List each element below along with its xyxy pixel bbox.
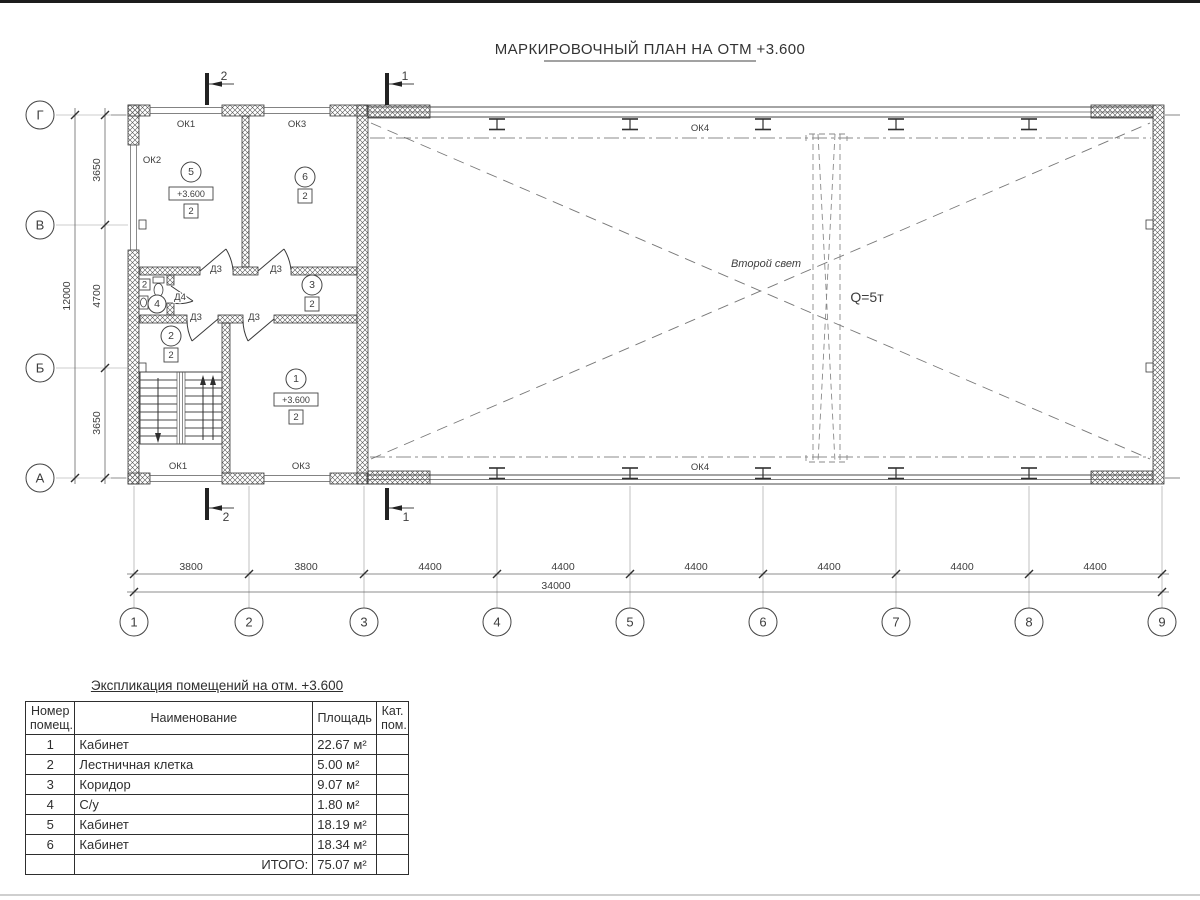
room-category-cell bbox=[377, 775, 409, 795]
room-number: 2 bbox=[168, 330, 174, 342]
axis-bubbles-left bbox=[26, 101, 54, 492]
room-number-cell: 5 bbox=[26, 815, 75, 835]
axis-bubble bbox=[350, 608, 378, 636]
crane-beam-icon bbox=[806, 134, 847, 462]
sink-icon bbox=[141, 298, 147, 307]
dim-value: 4400 bbox=[418, 561, 442, 573]
axis-bubble bbox=[882, 608, 910, 636]
i-beam-icon bbox=[888, 119, 904, 130]
table-row bbox=[26, 795, 409, 815]
room-category-cell bbox=[377, 755, 409, 775]
room-2-tag bbox=[161, 326, 181, 362]
dim-value: 3650 bbox=[91, 158, 103, 182]
pilaster bbox=[1146, 363, 1153, 372]
axis-label: 8 bbox=[1025, 614, 1033, 630]
axis-bubble bbox=[749, 608, 777, 636]
second-light-label: Второй свет bbox=[730, 258, 802, 270]
left-dimensions bbox=[26, 101, 128, 492]
section-mark-2-bottom bbox=[205, 488, 234, 524]
dim-value: 4400 bbox=[684, 561, 708, 573]
schedule-table bbox=[25, 701, 409, 875]
i-beam-icon bbox=[755, 119, 771, 130]
room-area-cell: 9.07 м² bbox=[313, 775, 377, 795]
room-area-cell: 5.00 м² bbox=[313, 755, 377, 775]
plan-title-text: МАРКИРОВОЧНЫЙ ПЛАН НА ОТМ +3.600 bbox=[494, 41, 806, 58]
dim-value: 4400 bbox=[817, 561, 841, 573]
dim-total-value: 12000 bbox=[61, 281, 73, 311]
axis-label: 9 bbox=[1158, 614, 1166, 630]
pilaster bbox=[139, 220, 146, 229]
room-area-cell: 1.80 м² bbox=[313, 795, 377, 815]
axis-label: 5 bbox=[626, 614, 634, 630]
crane-capacity-label: Q=5т bbox=[850, 289, 884, 305]
schedule-title: Экспликация помещений на отм. +3.600 bbox=[90, 678, 344, 693]
table-total-row bbox=[26, 855, 409, 875]
door-label: Д4 bbox=[174, 292, 186, 303]
bottom-dimensions bbox=[120, 486, 1176, 636]
room-6-tag bbox=[295, 167, 315, 203]
section-mark-1-bottom bbox=[385, 488, 414, 524]
room-name-cell: Лестничная клетка bbox=[75, 755, 313, 775]
toilet-icon bbox=[154, 284, 163, 297]
i-beam-icon bbox=[755, 468, 771, 479]
window-label: ОК3 bbox=[291, 461, 311, 472]
room-number: 5 bbox=[188, 166, 194, 178]
room-category-cell bbox=[377, 795, 409, 815]
stairs bbox=[140, 372, 222, 444]
i-beam-icon bbox=[1021, 468, 1037, 479]
category-mark: 2 bbox=[188, 206, 194, 217]
room-name-cell: Кабинет bbox=[75, 815, 313, 835]
dim-value: 4400 bbox=[1083, 561, 1107, 573]
total-label-cell: ИТОГО: bbox=[75, 855, 313, 875]
axis-label: 3 bbox=[360, 614, 368, 630]
axis-bubble bbox=[483, 608, 511, 636]
room-number: 4 bbox=[154, 298, 160, 310]
category-mark: 2 bbox=[293, 412, 299, 423]
axis-label: 6 bbox=[759, 614, 767, 630]
axis-bubble bbox=[26, 211, 54, 239]
dim-value: 4400 bbox=[551, 561, 575, 573]
section-mark-1-top bbox=[385, 69, 414, 105]
room-number: 3 bbox=[309, 279, 315, 291]
i-beam-icon bbox=[622, 119, 638, 130]
col-header-number: Номер помещ. bbox=[26, 702, 75, 735]
extension-lines bbox=[134, 486, 1162, 608]
room-area-cell: 18.19 м² bbox=[313, 815, 377, 835]
table-row bbox=[26, 835, 409, 855]
window-label: ОК2 bbox=[142, 155, 162, 166]
doors bbox=[171, 249, 291, 341]
window-label: ОК1 bbox=[176, 119, 196, 130]
axis-label: 2 bbox=[245, 614, 253, 630]
axis-label: Б bbox=[35, 360, 45, 376]
room-category-cell bbox=[377, 815, 409, 835]
window-label: ОК3 bbox=[287, 119, 307, 130]
hall-void bbox=[370, 123, 1151, 462]
col-header-name: Наименование bbox=[75, 702, 313, 735]
axis-bubble bbox=[616, 608, 644, 636]
door-label: Д3 bbox=[210, 264, 222, 275]
dim-value: 3800 bbox=[294, 561, 318, 573]
room-1-tag bbox=[274, 369, 318, 424]
plan-title bbox=[495, 40, 806, 61]
empty-cell bbox=[26, 855, 75, 875]
steel-columns bbox=[489, 119, 1037, 479]
window-label: ОК1 bbox=[168, 461, 188, 472]
room-name-cell: Кабинет bbox=[75, 735, 313, 755]
axis-label: В bbox=[35, 217, 45, 233]
section-mark-2-top bbox=[205, 69, 234, 105]
axis-bubble bbox=[1015, 608, 1043, 636]
pilaster bbox=[1146, 220, 1153, 229]
schedule-header-row bbox=[26, 702, 409, 735]
room-number: 6 bbox=[302, 171, 308, 183]
empty-cell bbox=[377, 855, 409, 875]
axis-bubbles-bottom bbox=[120, 608, 1176, 636]
elevation-mark: +3.600 bbox=[282, 395, 310, 405]
axis-label: А bbox=[35, 470, 45, 486]
table-row bbox=[26, 815, 409, 835]
i-beam-icon bbox=[1021, 119, 1037, 130]
dim-total-value: 34000 bbox=[541, 580, 571, 592]
col-header-category: Кат. пом. bbox=[377, 702, 409, 735]
room-5-tag bbox=[169, 162, 213, 218]
room-name-cell: Коридор bbox=[75, 775, 313, 795]
section-number: 1 bbox=[402, 510, 410, 524]
toilet-icon bbox=[153, 277, 164, 283]
room-name-cell: Кабинет bbox=[75, 835, 313, 855]
section-number: 2 bbox=[220, 69, 228, 83]
room-number-cell: 1 bbox=[26, 735, 75, 755]
i-beam-icon bbox=[888, 468, 904, 479]
room-number-cell: 3 bbox=[26, 775, 75, 795]
room-number: 1 bbox=[293, 373, 299, 385]
category-mark: 2 bbox=[302, 191, 308, 202]
exterior-walls bbox=[128, 105, 1164, 484]
room-area-cell: 18.34 м² bbox=[313, 835, 377, 855]
dim-value: 3650 bbox=[91, 411, 103, 435]
pilaster bbox=[139, 363, 146, 372]
room-category-cell bbox=[377, 835, 409, 855]
room-category-cell bbox=[377, 735, 409, 755]
sheet-bottom-edge bbox=[0, 894, 1200, 896]
category-mark: 2 bbox=[168, 350, 174, 361]
table-row bbox=[26, 735, 409, 755]
axis-bubble bbox=[26, 101, 54, 129]
axis-stubs bbox=[111, 115, 1181, 478]
axis-label: Г bbox=[36, 107, 44, 123]
window-label: ОК4 bbox=[690, 123, 710, 134]
interior-walls bbox=[140, 116, 357, 473]
i-beam-icon bbox=[489, 468, 505, 479]
sheet-top-edge bbox=[0, 0, 1200, 3]
total-area-cell: 75.07 м² bbox=[313, 855, 377, 875]
section-number: 1 bbox=[401, 69, 409, 83]
section-number: 2 bbox=[222, 510, 230, 524]
room-number-cell: 4 bbox=[26, 795, 75, 815]
col-header-area: Площадь bbox=[313, 702, 377, 735]
room-3-tag bbox=[302, 275, 322, 311]
axis-bubble bbox=[235, 608, 263, 636]
category-mark: 2 bbox=[141, 279, 148, 291]
stair-direction-arrows bbox=[155, 375, 216, 443]
room-schedule bbox=[25, 678, 409, 875]
room-name-cell: С/у bbox=[75, 795, 313, 815]
elevation-mark: +3.600 bbox=[177, 189, 205, 199]
table-row bbox=[26, 775, 409, 795]
dim-value: 4400 bbox=[950, 561, 974, 573]
dim-value: 3800 bbox=[179, 561, 203, 573]
dim-value: 4700 bbox=[91, 284, 103, 308]
door-label: Д3 bbox=[270, 264, 282, 275]
axis-bubble bbox=[26, 354, 54, 382]
axis-label: 1 bbox=[130, 614, 138, 630]
door-label: Д3 bbox=[190, 312, 202, 323]
room-area-cell: 22.67 м² bbox=[313, 735, 377, 755]
room-number-cell: 2 bbox=[26, 755, 75, 775]
category-mark: 2 bbox=[309, 299, 315, 310]
axis-bubble bbox=[120, 608, 148, 636]
window-label: ОК4 bbox=[690, 462, 710, 473]
table-row bbox=[26, 755, 409, 775]
axis-label: 7 bbox=[892, 614, 900, 630]
room-tags bbox=[139, 162, 322, 424]
i-beam-icon bbox=[489, 119, 505, 130]
i-beam-icon bbox=[622, 468, 638, 479]
section-marks bbox=[205, 69, 414, 524]
room-number-cell: 6 bbox=[26, 835, 75, 855]
axis-bubble bbox=[1148, 608, 1176, 636]
door-label: Д3 bbox=[248, 312, 260, 323]
axis-bubble bbox=[26, 464, 54, 492]
axis-label: 4 bbox=[493, 614, 501, 630]
